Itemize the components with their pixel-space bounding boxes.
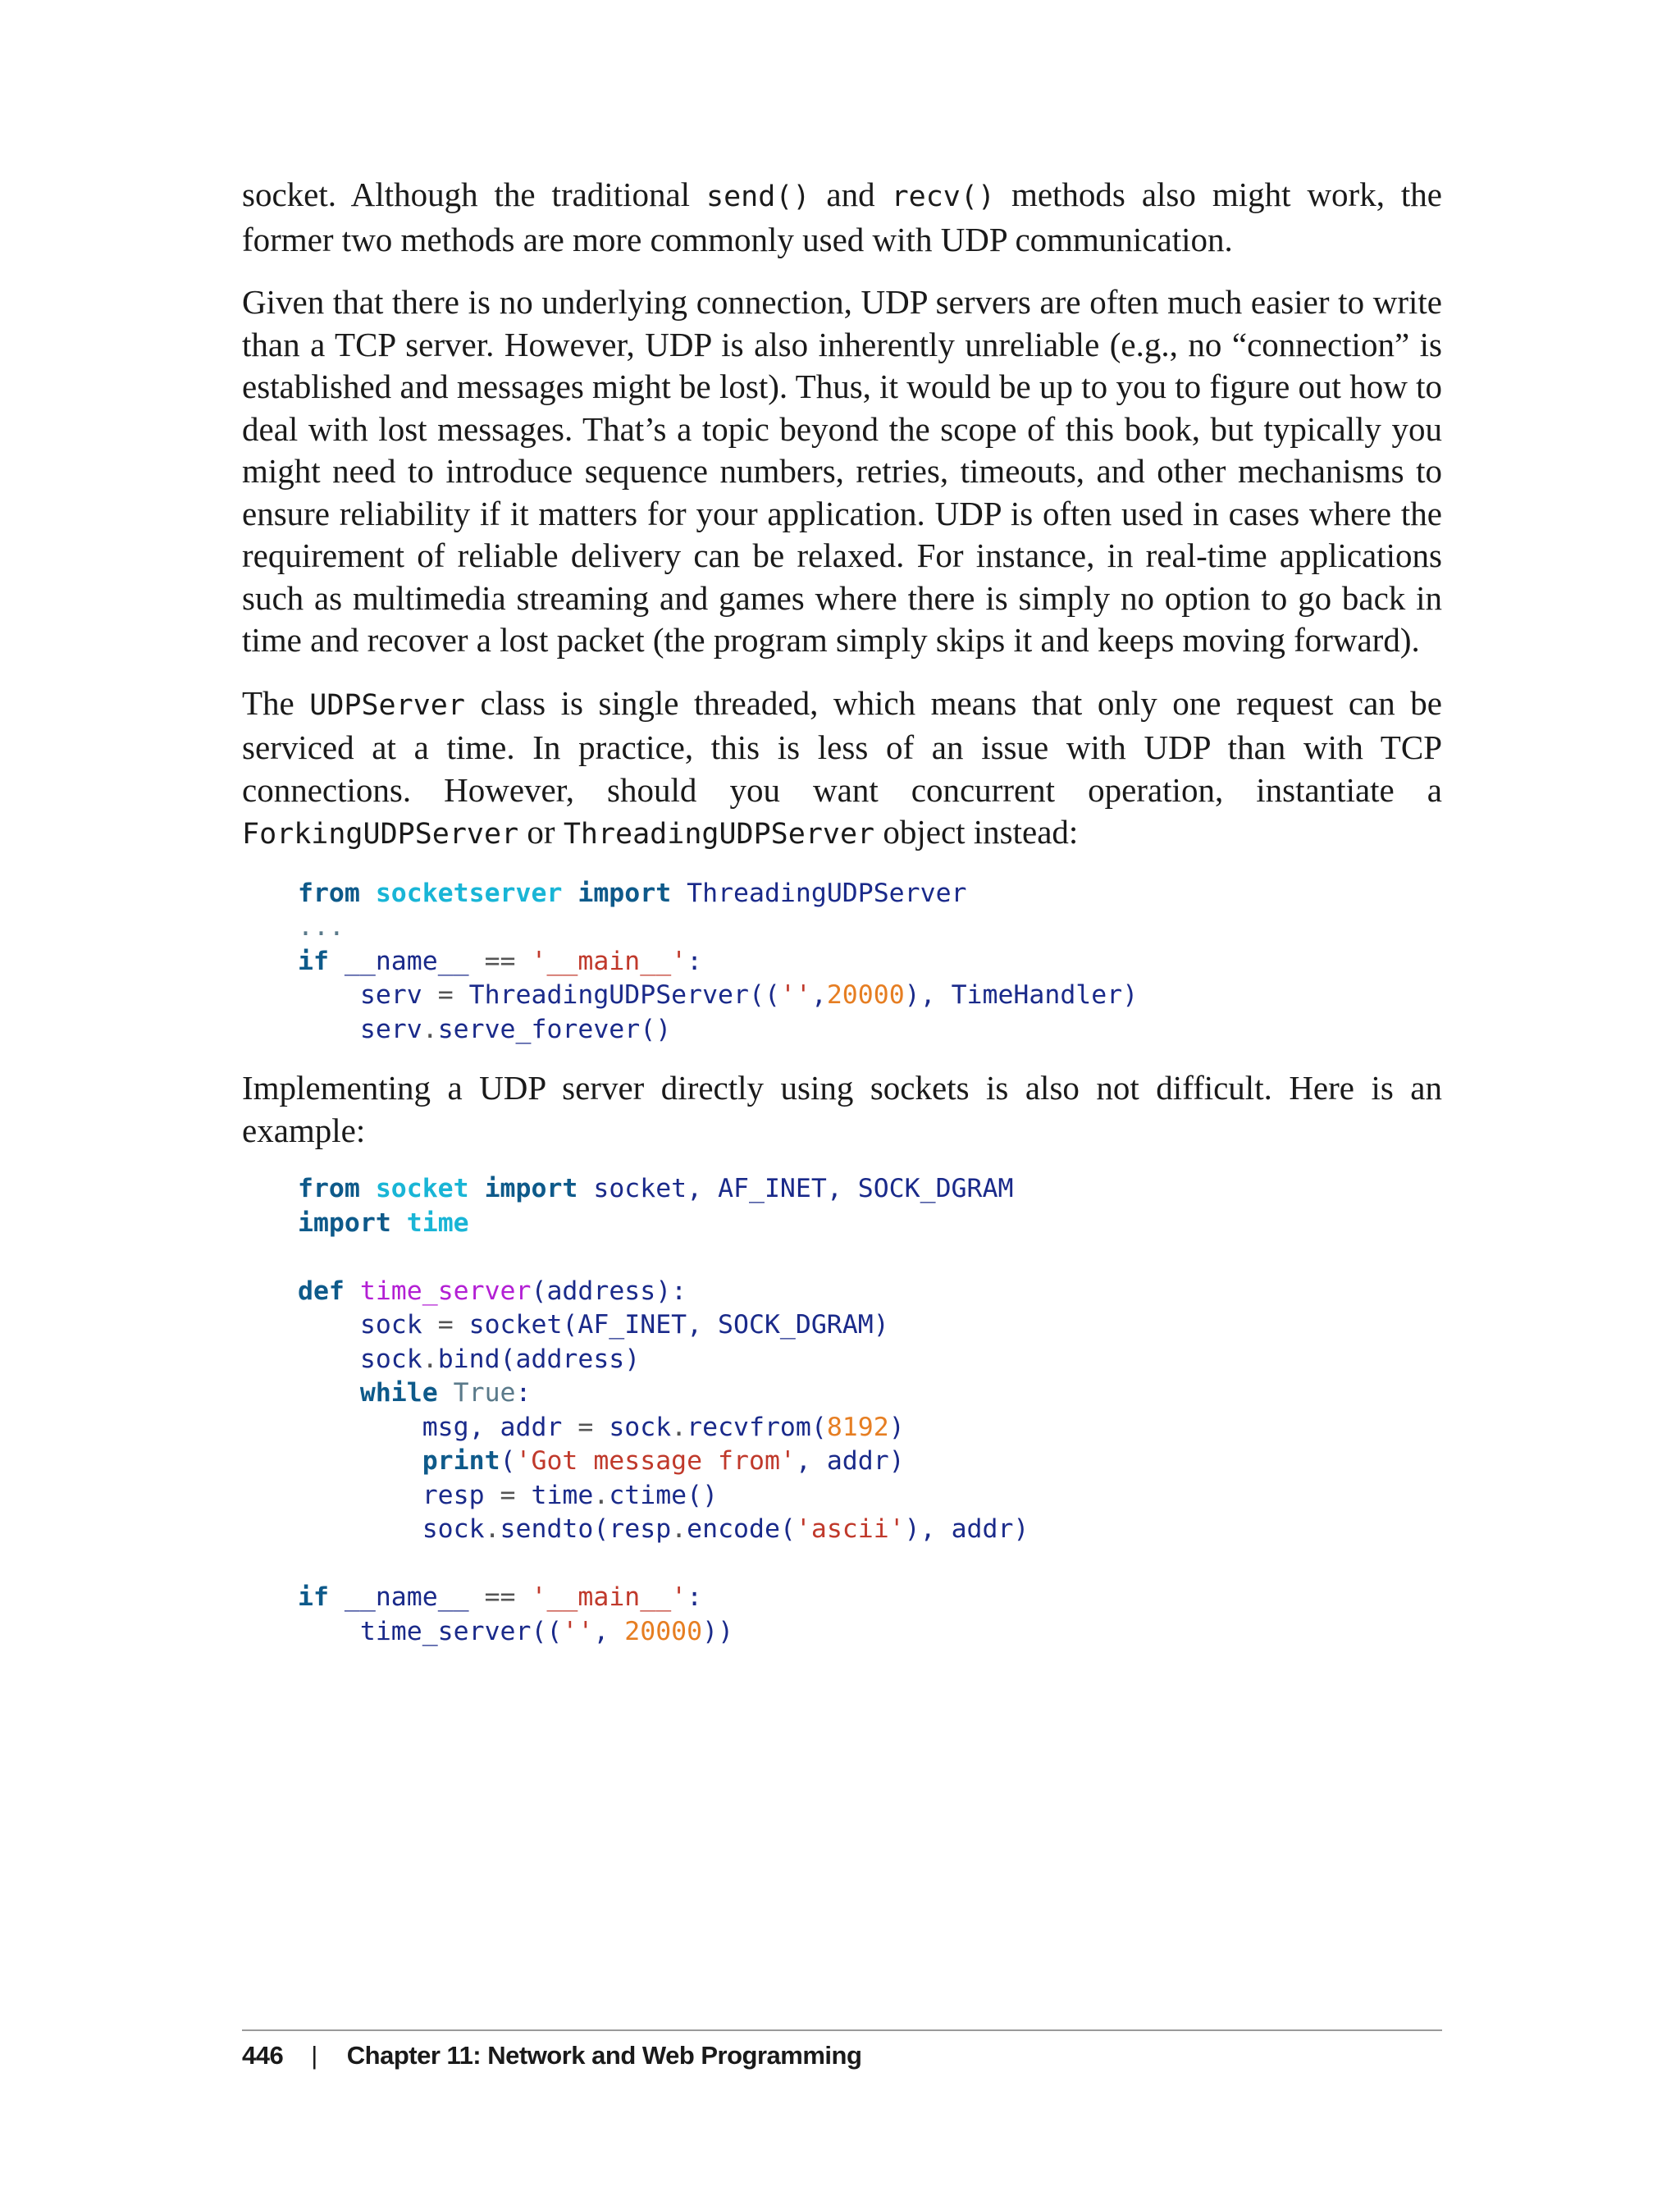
text-run: methods also might work, the former two methods are more commonly used with UDP communication.	[242, 176, 1442, 258]
code-token: =	[578, 1412, 594, 1442]
code-line	[298, 1275, 1442, 1309]
code-line	[298, 1513, 1442, 1547]
inline-code-udpserver: UDPServer	[309, 688, 465, 722]
code-token: def	[298, 1276, 345, 1306]
code-token: time_server((	[359, 1616, 563, 1646]
code-token: ThreadingUDPServer	[687, 878, 967, 908]
code-token: =	[437, 1310, 454, 1340]
code-token: import	[484, 1174, 578, 1203]
text-run: and	[810, 176, 892, 213]
text-run: or	[518, 813, 564, 851]
code-token: .	[422, 1344, 438, 1374]
paragraph-4: Implementing a UDP server directly using sockets is also not difficult. Here is an example:	[242, 1069, 1442, 1149]
paragraph-1	[242, 174, 1442, 261]
code-token: ==	[484, 1582, 516, 1612]
code-line	[298, 1172, 1442, 1207]
code-line	[298, 1308, 1442, 1343]
text-run: socket. Although the traditional	[242, 176, 707, 213]
code-token: time_server	[359, 1276, 532, 1306]
chapter-title: Chapter 11: Network and Web Programming	[346, 2041, 862, 2070]
code-token: 20000	[624, 1616, 703, 1646]
code-token: if	[298, 946, 329, 976]
text-run: The	[242, 683, 310, 722]
code-block-socket-server	[298, 1172, 1442, 1649]
code-token: import	[578, 878, 672, 908]
code-line	[298, 911, 1442, 945]
code-token: True	[453, 1378, 516, 1408]
code-token: , addr)	[795, 1446, 905, 1476]
code-token: .	[671, 1412, 687, 1442]
code-token: bind(address)	[437, 1344, 641, 1374]
code-token: ), addr)	[904, 1514, 1029, 1544]
code-token: .	[422, 1014, 438, 1044]
code-line	[298, 1376, 1442, 1411]
code-token: .	[484, 1514, 500, 1544]
code-token: recvfrom(	[687, 1412, 827, 1442]
code-token: socket, AF_INET, SOCK_DGRAM	[593, 1174, 1014, 1203]
text-run: class is single threaded, which means that only one request can be serviced at a time. In practice, this is less of an issue with UDP than with TCP connections. However, should you want concurrent operation, instantiate a	[242, 683, 1442, 809]
code-token: msg, addr	[422, 1412, 563, 1442]
code-line	[298, 979, 1442, 1013]
footer-separator: |	[311, 2041, 317, 2070]
code-token: 'ascii'	[795, 1514, 905, 1544]
code-token: ctime()	[609, 1480, 719, 1510]
code-token: :	[687, 946, 703, 976]
code-token: ,	[593, 1616, 625, 1646]
code-token: =	[500, 1480, 516, 1510]
code-token: sock	[422, 1514, 485, 1544]
code-token: )	[1122, 980, 1139, 1010]
code-token: sock	[359, 1310, 422, 1340]
code-line	[298, 1411, 1442, 1445]
code-token: 20000	[826, 980, 905, 1010]
code-token: socket	[375, 1174, 469, 1203]
code-line	[298, 1343, 1442, 1377]
code-token: ''	[562, 1616, 594, 1646]
code-line	[298, 1615, 1442, 1650]
inline-code-send: send()	[706, 180, 810, 213]
code-token: sock	[359, 1344, 422, 1374]
paragraph-3	[242, 682, 1442, 856]
code-token: serve_forever	[437, 1014, 641, 1044]
code-token: ...	[298, 912, 345, 942]
code-token: socketserver	[375, 878, 563, 908]
code-token: import	[298, 1208, 391, 1238]
page-number: 446	[242, 2041, 284, 2070]
code-token: from	[298, 878, 360, 908]
code-token: .	[593, 1480, 609, 1510]
code-token: serv	[359, 1014, 422, 1044]
code-token: )	[888, 1412, 905, 1442]
code-token: sendto(resp	[500, 1514, 672, 1544]
code-token: ''	[779, 980, 811, 1010]
code-token: ((	[749, 980, 780, 1010]
inline-code-threadingudpserver: ThreadingUDPServer	[563, 818, 875, 851]
footer-rule	[242, 2029, 1442, 2031]
code-token: serv	[359, 980, 422, 1010]
code-token: time	[531, 1480, 594, 1510]
inline-code-recv: recv()	[891, 180, 995, 213]
page-body	[242, 174, 1442, 1669]
code-token: :	[687, 1582, 703, 1612]
code-token: .	[671, 1514, 687, 1544]
code-token: 8192	[826, 1412, 889, 1442]
code-line	[298, 877, 1442, 911]
code-token: ==	[484, 946, 516, 976]
code-token: from	[298, 1174, 360, 1203]
code-token: (	[500, 1446, 516, 1476]
code-token: __name__	[344, 1582, 469, 1612]
code-token: ThreadingUDPServer	[468, 980, 749, 1010]
paragraph-2: Given that there is no underlying connection, UDP servers are often much easier to write than a TCP server. However, UDP is also inherently unreliable (e.g., no “connection” is established and messages might be lost). Thus, it would be up to you to figure out how to deal with lost messages. That’s a topic beyond the scope of this book, but typically you might need to introduce sequence numbers, retries, timeouts, and other mechanisms to ensure reliability if it matters for your application. UDP is often used in cases where the requirement of reliable delivery can be relaxed. For instance, in real-time applications such as multimedia streaming and games where there is simply no option to go back in time and recover a lost packet (the program simply skips it and keeps moving forward).	[242, 283, 1442, 659]
code-token: encode(	[687, 1514, 796, 1544]
code-token: if	[298, 1582, 329, 1612]
code-token: TimeHandler	[951, 980, 1123, 1010]
code-token: print	[422, 1446, 500, 1476]
code-block-threading	[298, 877, 1442, 1048]
code-token: 'Got message from'	[515, 1446, 796, 1476]
code-line	[298, 1445, 1442, 1479]
code-token: =	[437, 980, 454, 1010]
code-line-blank	[298, 1240, 1442, 1275]
code-token: socket(AF_INET, SOCK_DGRAM)	[468, 1310, 889, 1340]
code-token: while	[359, 1378, 438, 1408]
code-token: :	[515, 1378, 532, 1408]
code-token: resp	[422, 1480, 485, 1510]
code-token: '__main__'	[531, 1582, 687, 1612]
code-token: __name__	[344, 946, 469, 976]
code-line	[298, 1581, 1442, 1615]
code-token: ))	[702, 1616, 734, 1646]
code-token: (address):	[531, 1276, 687, 1306]
code-token: ()	[640, 1014, 672, 1044]
code-token: ),	[904, 980, 936, 1010]
inline-code-forkingudpserver: ForkingUDPServer	[242, 818, 519, 851]
text-run: object instead:	[874, 813, 1079, 851]
code-token: '__main__'	[531, 946, 687, 976]
code-token: time	[406, 1208, 469, 1238]
code-line-blank	[298, 1547, 1442, 1582]
code-line	[298, 1207, 1442, 1241]
code-line	[298, 1479, 1442, 1513]
code-line	[298, 945, 1442, 979]
code-line	[298, 1013, 1442, 1048]
page-footer	[242, 2041, 861, 2070]
code-token: sock	[609, 1412, 672, 1442]
code-token: ,	[810, 980, 827, 1010]
